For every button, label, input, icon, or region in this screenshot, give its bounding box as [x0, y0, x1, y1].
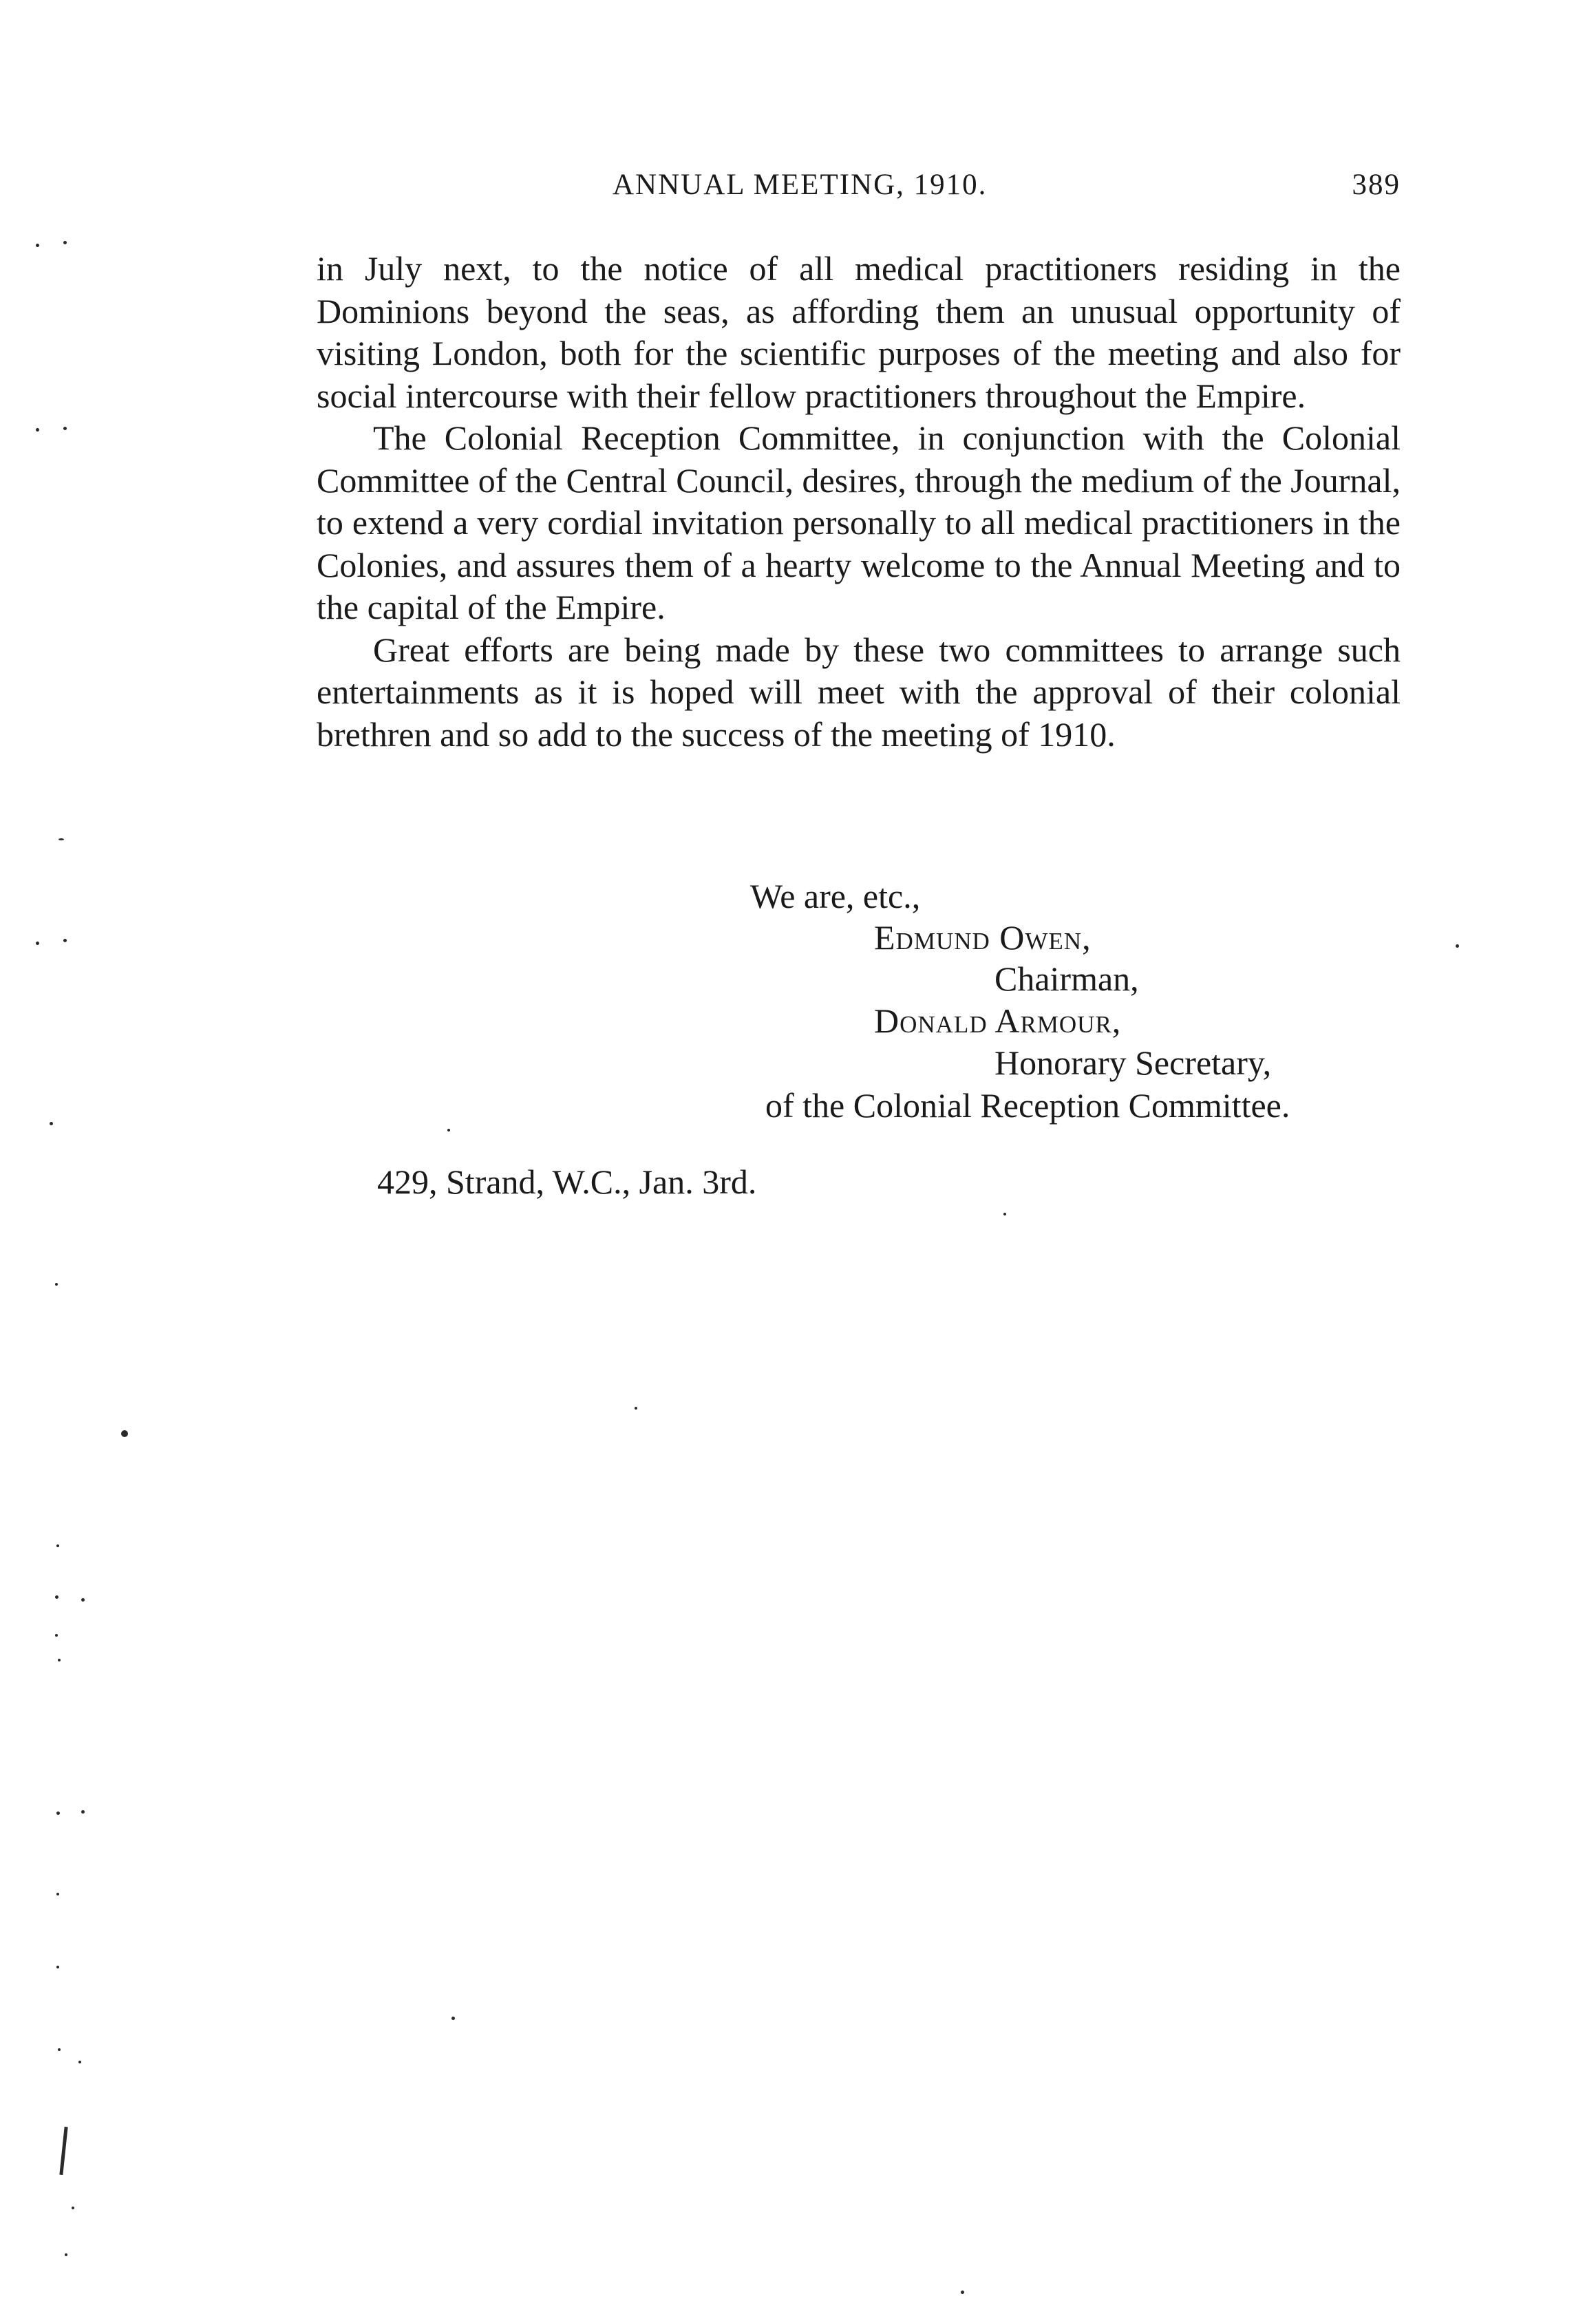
scan-speck: [58, 2048, 61, 2051]
signatory-title-chairman: Chairman,: [994, 959, 1139, 998]
scan-speck: [1003, 1213, 1006, 1215]
body-text: [317, 248, 1401, 756]
scan-speck: [56, 1893, 59, 1895]
scan-speck: [635, 1407, 637, 1410]
scan-speck: [63, 427, 67, 430]
scan-speck: [58, 838, 64, 840]
scan-speck: [1456, 944, 1459, 948]
scan-speck: [81, 1598, 85, 1602]
scan-speck: [55, 1595, 58, 1599]
page-header: [317, 168, 1401, 216]
committee-line: of the Colonial Reception Committee.: [765, 1086, 1290, 1125]
signatory-name-chairman: Edmund Owen,: [874, 918, 1092, 957]
scan-speck: [72, 2207, 74, 2209]
scan-speck: [63, 939, 67, 942]
scan-speck: [961, 2291, 964, 2294]
scan-speck: [121, 1430, 128, 1437]
paragraph-3: Great efforts are being made by these two committees to arrange such entertainments as it is hoped will meet with the approval of their colonial brethren and so add to the success of the meeting of 1910.: [317, 630, 1401, 754]
scan-speck: [55, 1634, 58, 1637]
page-number: 389: [1352, 169, 1401, 201]
paragraph-1: in July next, to the notice of all medical practitioners residing in the Dominions beyond the seas, as affording them an unusual opportunity of visiting London, both for the scientific purposes of the meeting and also for social intercourse with their fellow practitioners throughout the Empire.: [317, 249, 1401, 415]
scan-speck: [36, 244, 39, 247]
closing-line: We are, etc.,: [750, 877, 921, 915]
signatory-name-secretary: Donald Armour,: [874, 1001, 1122, 1040]
scan-speck: [36, 942, 39, 945]
scan-streak: [59, 2127, 67, 2175]
scan-speck: [56, 1812, 60, 1815]
scan-speck: [81, 1810, 85, 1814]
signatory-title-secretary: Honorary Secretary,: [994, 1043, 1272, 1082]
running-title: ANNUAL MEETING, 1910.: [613, 169, 988, 201]
scan-speck: [78, 2061, 81, 2063]
address-date-line: 429, Strand, W.C., Jan. 3rd.: [377, 1162, 757, 1201]
scan-speck: [56, 1966, 59, 1968]
scan-speck: [58, 1659, 61, 1661]
scan-speck: [65, 2253, 67, 2256]
scan-speck: [56, 1544, 59, 1547]
scan-speck: [36, 428, 39, 432]
scan-speck: [447, 1129, 450, 1132]
paragraph-2: The Colonial Reception Committee, in conjunction with the Colonial Committee of the Central Council, desires, through the medium of the Journal, to extend a very cordial invitation personally to all medical practitioners in the Colonies, and assures them of a hearty welcome to the Annual Meeting and to the capital of the Empire.: [317, 418, 1401, 626]
scan-speck: [50, 1122, 53, 1125]
scan-speck: [55, 1283, 58, 1286]
scan-speck: [63, 241, 67, 244]
scan-speck: [451, 2017, 455, 2020]
